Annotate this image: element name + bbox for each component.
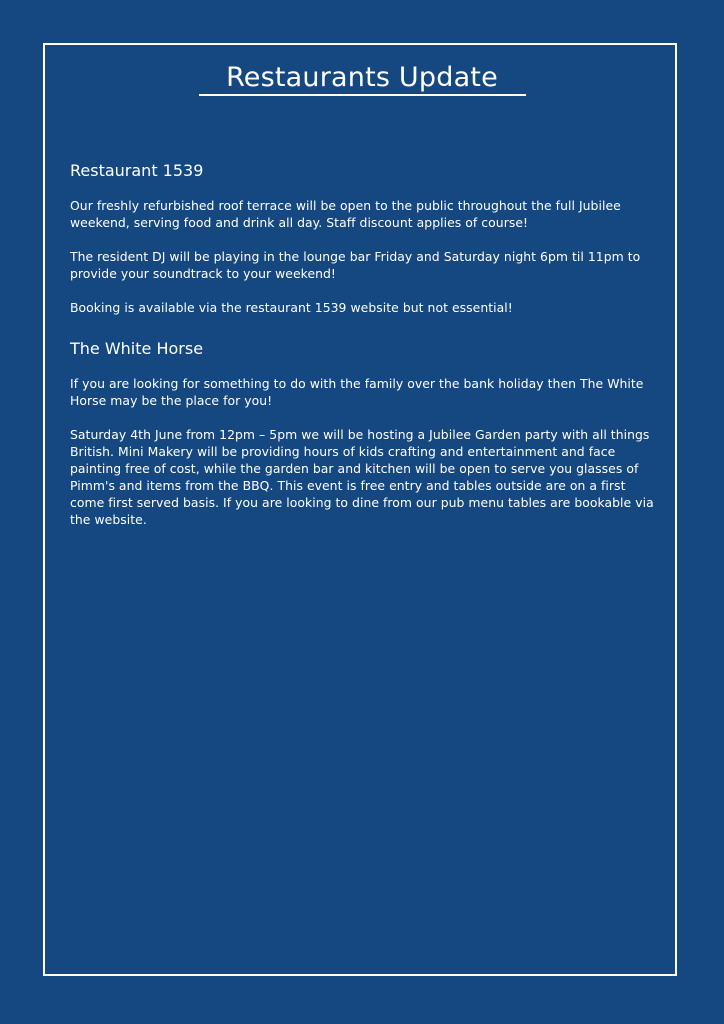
- paragraph: Booking is available via the restaurant 1539 website but not essential!: [70, 300, 513, 315]
- section-white-horse: [70, 338, 660, 528]
- paragraph: The resident DJ will be playing in the lounge bar Friday and Saturday night 6pm til 11pm to provide your soundtrack to your weekend!: [70, 249, 641, 281]
- section-heading: Restaurant 1539: [70, 161, 204, 180]
- section-heading: The White Horse: [70, 339, 204, 358]
- article-body: [70, 160, 660, 528]
- page-title: Restaurants Update: [226, 62, 498, 93]
- section-restaurant-1539: [70, 160, 660, 316]
- paragraph: If you are looking for something to do with the family over the bank holiday then The White Horse may be the place for you!: [70, 376, 644, 408]
- paragraph: Saturday 4th June from 12pm – 5pm we will be hosting a Jubilee Garden party with all things British. Mini Makery will be providing hours of kids crafting and entertainment and face painting free of cost, while the garden bar and kitchen will be open to serve you glasses of Pimm's and items from the BBQ. This event is free entry and tables outside are on a first come first served basis. If you are looking to dine from our pub menu tables are bookable via the website.: [70, 427, 654, 527]
- title-underline: [199, 94, 526, 96]
- paragraph: Our freshly refurbished roof terrace will be open to the public throughout the full Jubilee weekend, serving food and drink all day. Staff discount applies of course!: [70, 198, 621, 230]
